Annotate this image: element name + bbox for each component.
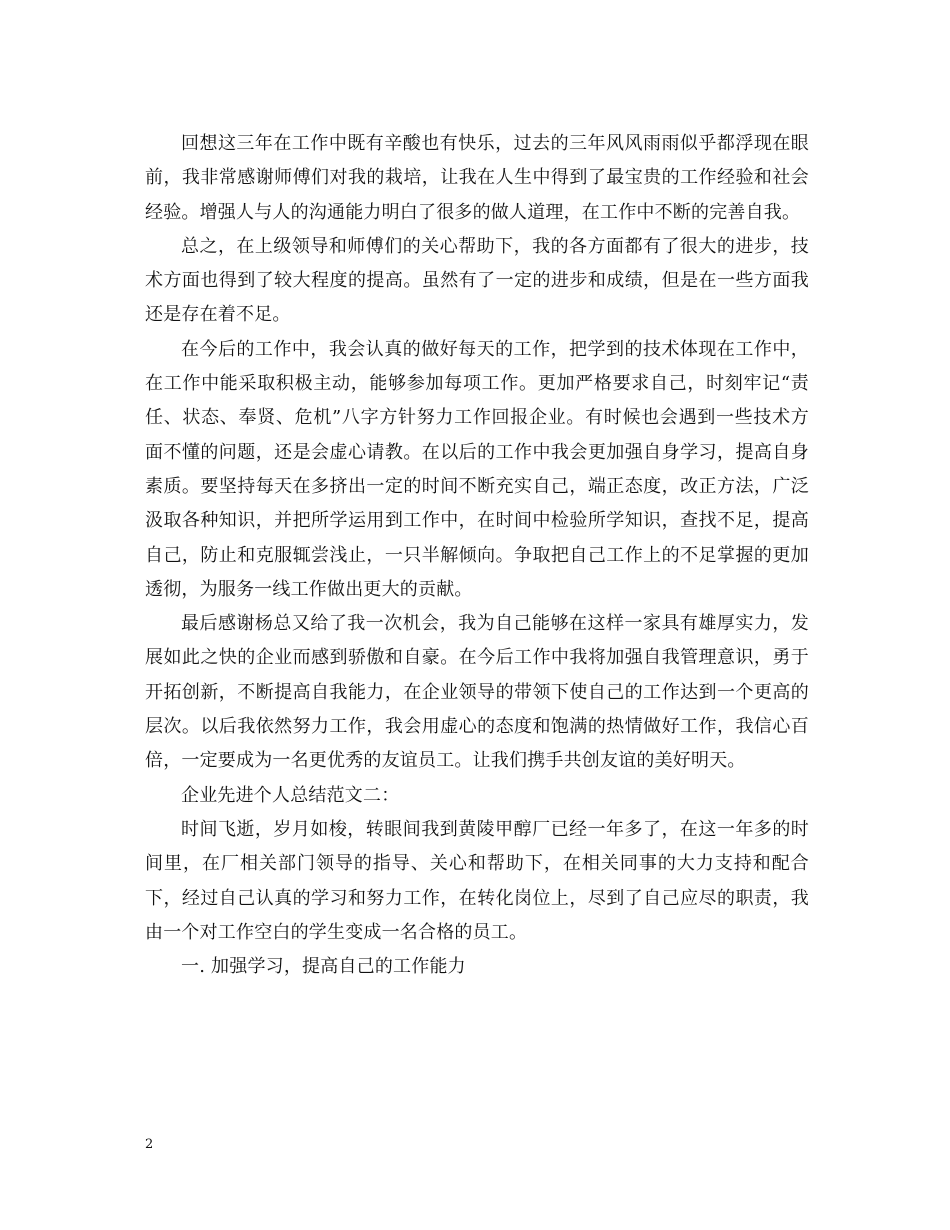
document-body [145,127,809,984]
page-number: 2 [145,1137,154,1152]
paragraph-reflection: 回想这三年在工作中既有辛酸也有快乐，过去的三年风风雨雨似乎都浮现在眼前，我非常感谢师傅们对我的栽培，让我在人生中得到了最宝贵的工作经验和社会经验。增强人与人的沟通能力明白了很多的做人道理，在工作中不断的完善自我。 [145,133,809,223]
paragraph-summary: 总之，在上级领导和师傅们的关心帮助下，我的各方面都有了很大的进步，技术方面也得到了较大程度的提高。虽然有了一定的进步和成绩，但是在一些方面我还是存在着不足。 [145,235,809,326]
section-heading-sample-two: 企业先进个人总结范文二： [181,784,400,806]
paragraph-future-work: 在今后的工作中，我会认真的做好每天的工作，把学到的技术体现在工作中，在工作中能采取积极主动，能够参加每项工作。更加严格要求自己，时刻牢记“责任、状态、奉贤、危机”八字方针努力工作回报企业。有时候也会遇到一些技术方面不懂的问题，还是会虚心请教。在以后的工作中我会更加强自身学习，提高自身素质。要坚持每天在多挤出一定的时间不断充实自己，端正态度，改正方法，广泛汲取各种知识，并把所学运用到工作中，在时间中检验所学知识，查找不足，提高自己，防止和克服辄尝浅止，一只半解倾向。争取把自己工作上的不足掌握的更加透彻，为服务一线工作做出更大的贡献。 [145,338,809,600]
paragraph-time-flies: 时间飞逝，岁月如梭，转眼间我到黄陵甲醇厂已经一年多了，在这一年多的时间里，在厂相关部门领导的指导、关心和帮助下，在相关同事的大力支持和配合下，经过自己认真的学习和努力工作，在转化岗位上，尽到了自己应尽的职责，我由一个对工作空白的学生变成一名合格的员工。 [145,818,809,943]
subheading-strengthen-learning: 一. 加强学习，提高自己的工作能力 [181,956,466,978]
paragraph-thanks: 最后感谢杨总又给了我一次机会，我为自己能够在这样一家具有雄厚实力，发展如此之快的企业而感到骄傲和自豪。在今后工作中我将加强自我管理意识，勇于开拓创新，不断提高自我能力，在企业领导的带领下使自己的工作达到一个更高的层次。以后我依然努力工作，我会用虚心的态度和饱满的热情做好工作，我信心百倍，一定要成为一名更优秀的友谊员工。让我们携手共创友谊的美好明天。 [145,613,809,772]
